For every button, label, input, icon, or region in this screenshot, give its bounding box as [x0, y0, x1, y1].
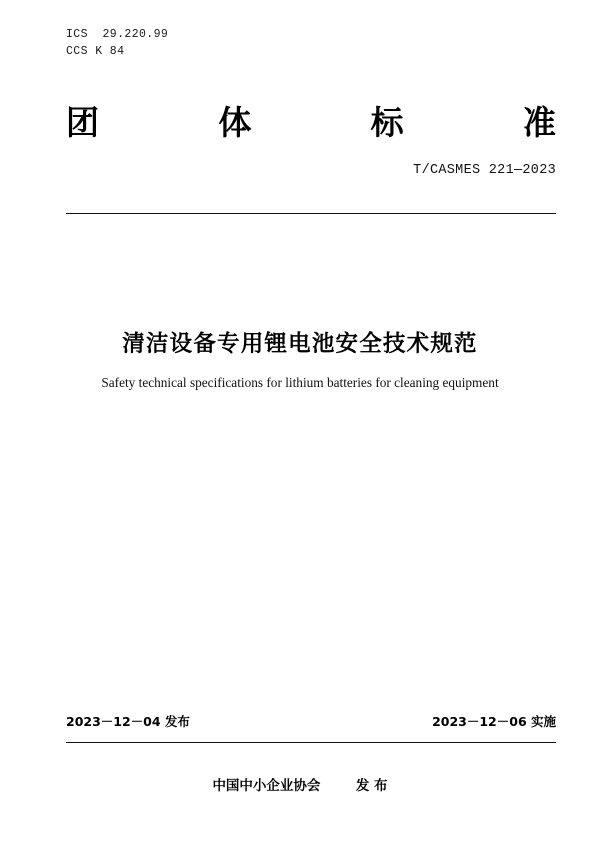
standard-type-heading	[66, 103, 556, 143]
heading-char-2: 体	[218, 103, 252, 142]
document-title-chinese: 清洁设备专用锂电池安全技术规范	[122, 331, 478, 357]
classification-codes	[66, 26, 168, 60]
heading-char-4: 准	[522, 103, 556, 142]
document-title-english: Safety technical specifications for lithium batteries for cleaning equipment	[101, 375, 499, 390]
heading-char-3: 标	[370, 103, 404, 142]
effective-date: 2023－12－06 实施	[432, 714, 556, 729]
publisher-line	[0, 774, 600, 794]
standard-number: T/CASMES 221—2023	[413, 163, 556, 178]
header-divider	[66, 213, 556, 214]
publisher-name: 中国中小企业协会	[212, 778, 321, 794]
footer-divider	[66, 742, 556, 743]
ccs-code: CCS K 84	[66, 45, 125, 58]
ics-code: ICS 29.220.99	[66, 28, 169, 41]
heading-char-1: 团	[66, 103, 99, 142]
publisher-action: 发 布	[355, 778, 388, 794]
issue-date: 2023－12－04 发布	[66, 714, 190, 729]
date-row	[66, 712, 556, 730]
